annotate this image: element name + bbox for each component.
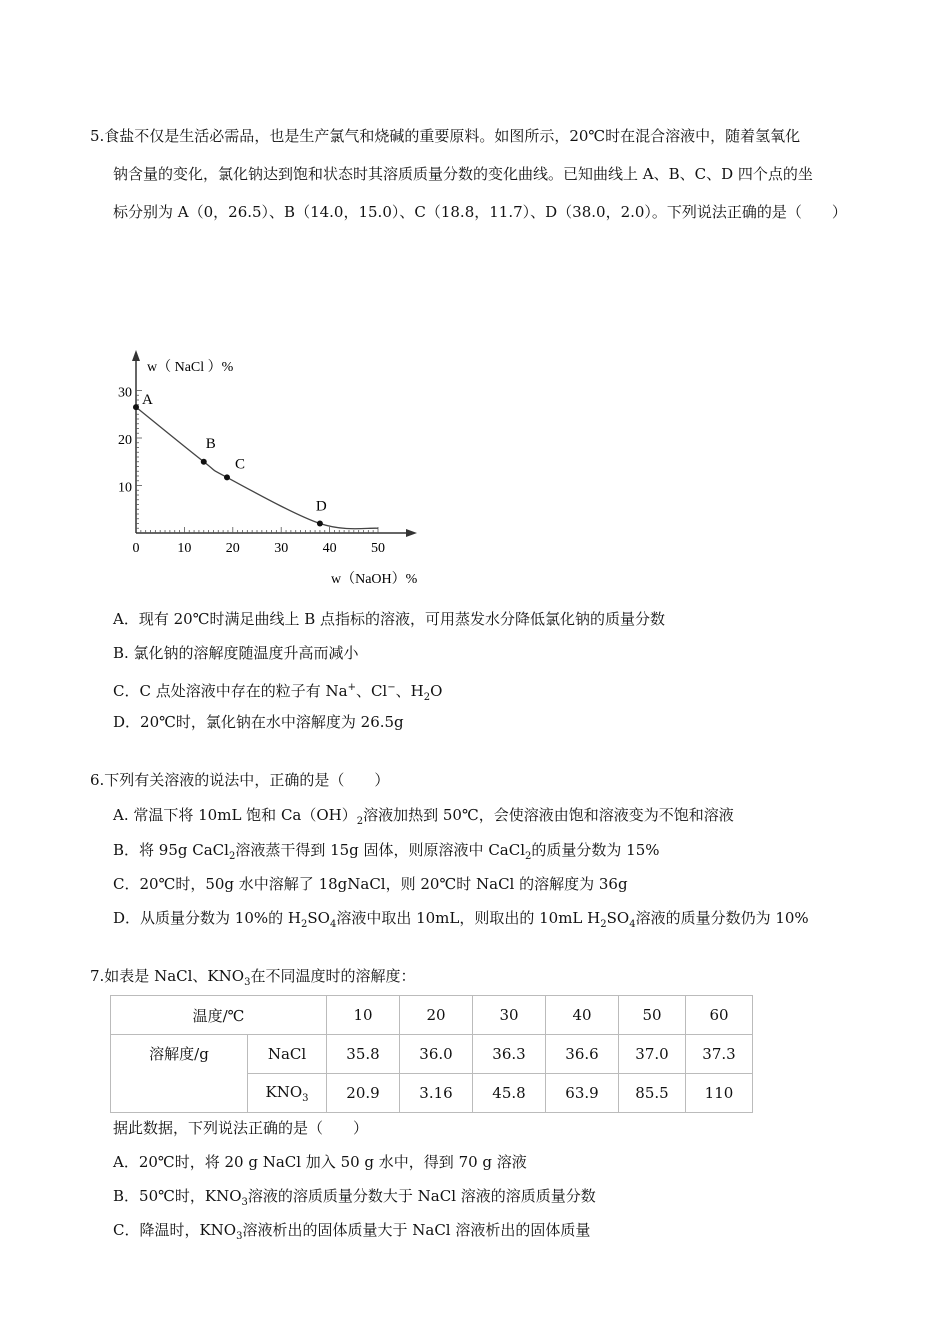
q5-option-c[interactable]	[113, 678, 442, 708]
nacl-value-cell: 36.6	[546, 1035, 619, 1074]
q7-stem	[90, 966, 415, 993]
q5-stem-line3: 标分别为 A（0，26.5）、B（14.0，15.0）、C（18.8，11.7）、D（38.0，2.0）。下列说法正确的是（ ）	[113, 203, 847, 221]
solubility-label-cell: 溶解度/g	[111, 1035, 248, 1113]
kno3-value-cell: 20.9	[327, 1074, 400, 1113]
temp-cell: 30	[473, 996, 546, 1035]
nacl-solubility-chart	[105, 340, 435, 595]
x-tick-labels	[133, 541, 386, 556]
kno3-label-cell	[248, 1074, 327, 1113]
q5-option-b[interactable]: B. 氯化钠的溶解度随温度升高而减小	[113, 644, 359, 662]
chart-points	[133, 392, 327, 526]
y-tick-label: 30	[118, 385, 132, 401]
solubility-table	[110, 995, 753, 1113]
q7-stem-text2: 在不同温度时的溶解度：	[250, 967, 416, 985]
q6-option-a-sub: 2	[356, 816, 364, 827]
x-tick-label: 20	[225, 541, 240, 556]
chart-minor-ticks	[136, 391, 378, 534]
q6-option-d-text3: 溶液中取出 10mL，则取出的 10mL H	[336, 909, 601, 927]
kno3-label-sub: 3	[302, 1092, 309, 1104]
nacl-value-cell: 36.3	[473, 1035, 546, 1074]
q7-prompt: 据此数据，下列说法正确的是（ ）	[113, 1119, 369, 1137]
q6-option-b-sub1: 2	[228, 851, 236, 862]
q7-option-c-text: C．降温时，KNO	[113, 1221, 237, 1239]
temp-header-cell: 温度/℃	[111, 996, 327, 1035]
q6-option-d-text4: SO	[606, 909, 630, 927]
y-tick-labels	[118, 386, 132, 496]
nacl-value-cell: 37.3	[686, 1035, 753, 1074]
q6-stem: 6.下列有关溶液的说法中，正确的是（ ）	[90, 771, 390, 789]
kno3-value-cell: 85.5	[619, 1074, 686, 1113]
q6-option-d-sub2: 4	[329, 919, 337, 930]
q7-option-b-sub: 3	[241, 1197, 248, 1208]
q7-option-b[interactable]	[113, 1186, 596, 1213]
point-c	[224, 474, 230, 480]
kno3-value-cell: 110	[686, 1074, 753, 1113]
q5-option-c-text3: 、H	[395, 682, 424, 700]
q6-option-d-sub1: 2	[300, 919, 308, 930]
q6-option-a-text: A. 常温下将 10mL 饱和 Ca（OH）	[113, 806, 357, 824]
q6-option-a[interactable]	[113, 805, 734, 832]
q7-stem-text: 7.如表是 NaCl、KNO	[90, 967, 245, 985]
q6-option-d-text: D．从质量分数为 10%的 H	[113, 909, 301, 927]
x-tick-label: 50	[371, 541, 385, 556]
point-label-d: D	[315, 498, 327, 515]
q6-option-d[interactable]	[113, 908, 809, 935]
y-axis-arrow	[132, 350, 140, 361]
q7-option-c-sub: 3	[236, 1231, 243, 1242]
q7-stem-sub: 3	[244, 977, 251, 988]
x-tick-label: 10	[177, 541, 192, 556]
q6-option-d-text5: 溶液的质量分数仍为 10%	[635, 909, 809, 927]
q5-option-c-sup-plus: +	[347, 682, 356, 693]
x-axis-arrow	[406, 529, 417, 537]
kno3-value-cell: 45.8	[473, 1074, 546, 1113]
q7-option-c-text2: 溶液析出的固体质量大于 NaCl 溶液析出的固体质量	[242, 1221, 591, 1239]
q6-option-d-sub3: 2	[600, 919, 607, 930]
kno3-value-cell: 3.16	[400, 1074, 473, 1113]
nacl-label-cell: NaCl	[248, 1035, 327, 1074]
temp-cell: 20	[400, 996, 473, 1035]
table-row-nacl	[111, 1035, 753, 1074]
q5-option-a[interactable]: A．现有 20℃时满足曲线上 B 点指标的溶液，可用蒸发水分降低氯化钠的质量分数	[113, 610, 666, 628]
point-label-c: C	[234, 456, 246, 473]
q6-option-d-text2: SO	[307, 909, 330, 927]
temp-cell: 10	[327, 996, 400, 1035]
y-tick-label: 10	[118, 480, 132, 496]
point-d	[317, 521, 323, 527]
y-axis-label: w（ NaCl ）%	[147, 360, 234, 375]
q7-option-b-text2: 溶液的溶质质量分数大于 NaCl 溶液的溶质质量分数	[247, 1187, 596, 1205]
q7-option-a[interactable]: A．20℃时，将 20 g NaCl 加入 50 g 水中，得到 70 g 溶液	[113, 1153, 527, 1171]
q6-option-d-sub4: 4	[629, 919, 636, 930]
q6-option-c[interactable]: C．20℃时，50g 水中溶解了 18gNaCl，则 20℃时 NaCl 的溶解度为 36g	[113, 875, 628, 893]
q5-stem-line1: 5.食盐不仅是生活必需品，也是生产氯气和烧碱的重要原料。如图所示，20℃时在混合溶液中，随着氢氧化	[90, 127, 801, 145]
q6-option-b-sub2: 2	[525, 851, 532, 862]
temp-cell: 40	[546, 996, 619, 1035]
q5-option-c-sup-minus: −	[387, 682, 396, 693]
x-tick-label: 0	[132, 541, 140, 556]
kno3-value-cell: 63.9	[546, 1074, 619, 1113]
chart-axes	[132, 350, 417, 537]
point-label-a: A	[142, 392, 153, 409]
q7-option-b-text: B．50℃时，KNO	[113, 1187, 242, 1205]
x-tick-label: 30	[274, 541, 289, 556]
nacl-value-cell: 37.0	[619, 1035, 686, 1074]
temp-cell: 50	[619, 996, 686, 1035]
q5-option-c-sub: 2	[423, 692, 431, 703]
q6-option-b[interactable]	[113, 840, 660, 867]
x-tick-label: 40	[322, 541, 337, 556]
q5-stem-line2: 钠含量的变化，氯化钠达到饱和状态时其溶质质量分数的变化曲线。已知曲线上 A、B、C、D 四个点的坐	[113, 165, 813, 183]
x-axis-label: w（NaOH）%	[331, 572, 418, 587]
nacl-value-cell: 35.8	[327, 1035, 400, 1074]
q6-option-b-text3: 的质量分数为 15%	[531, 841, 660, 859]
q5-option-d[interactable]: D．20℃时，氯化钠在水中溶解度为 26.5g	[113, 713, 404, 731]
temp-cell: 60	[686, 996, 753, 1035]
point-b	[201, 459, 207, 465]
q7-option-c[interactable]	[113, 1220, 590, 1247]
point-a	[133, 404, 139, 410]
q5-option-c-text4: O	[430, 682, 443, 700]
q5-option-c-text: C．C 点处溶液中存在的粒子有 Na	[113, 682, 348, 700]
q5-option-c-text2: 、Cl	[355, 682, 388, 700]
kno3-label: KNO	[265, 1082, 303, 1101]
q6-option-b-text: B．将 95g CaCl	[113, 841, 229, 859]
point-label-b: B	[205, 435, 216, 452]
y-tick-label: 20	[118, 433, 132, 448]
solubility-curve	[136, 407, 378, 529]
nacl-value-cell: 36.0	[400, 1035, 473, 1074]
q6-option-a-text2: 溶液加热到 50℃，会使溶液由饱和溶液变为不饱和溶液	[363, 806, 734, 824]
table-header-row	[111, 996, 753, 1035]
q6-option-b-text2: 溶液蒸干得到 15g 固体，则原溶液中 CaCl	[235, 841, 526, 859]
